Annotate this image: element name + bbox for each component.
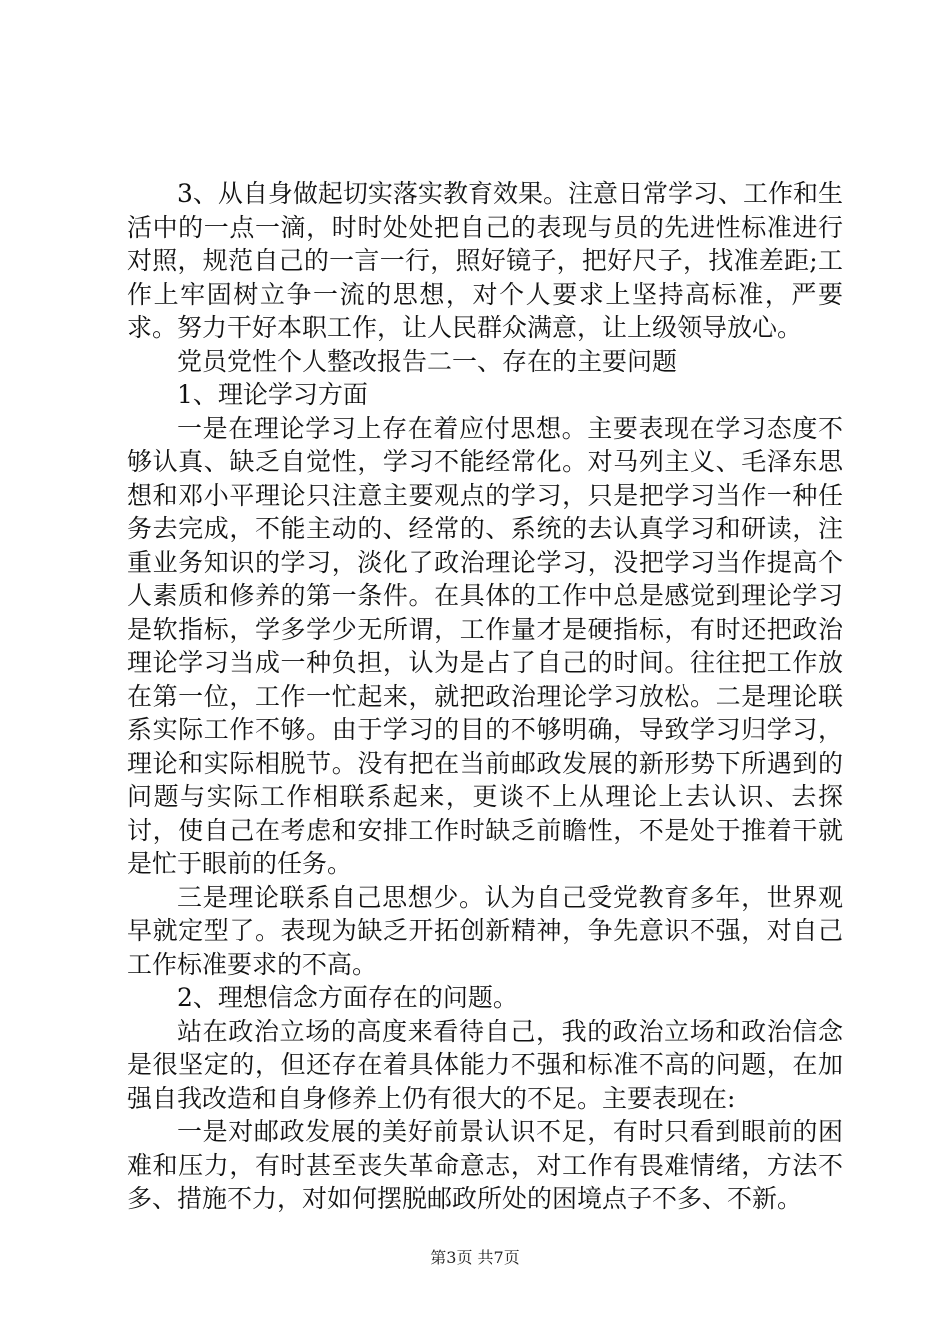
document-body [127,177,843,1216]
paragraph-postal-outlook: 一是对邮政发展的美好前景认识不足，有时只看到眼前的困难和压力，有时甚至丧失革命意志，对工作有畏难情绪，方法不多、措施不力，对如何摆脱邮政所处的困境点子不多、不新。 [127,1117,843,1213]
paragraph-theory-issues: 一是在理论学习上存在着应付思想。主要表现在学习态度不够认真、缺乏自觉性，学习不能经常化。对马列主义、毛泽东思想和邓小平理论只注意主要观点的学习，只是把学习当作一种任务去完成，不能主动的、经常的、系统的去认真学习和研读，注重业务知识的学习，淡化了政治理论学习，没把学习当作提高个人素质和修养的第一条件。在具体的工作中总是感觉到理论学习是软指标，学多学少无所谓，工作量才是硬指标，有时还把政治理论学习当成一种负担，认为是占了自己的时间。往往把工作放在第一位，工作一忙起来，就把政治理论学习放松。二是理论联系实际工作不够。由于学习的目的不够明确，导致学习归学习，理论和实际相脱节。没有把在当前邮政发展的新形势下所遇到的问题与实际工作相联系起来，更谈不上从理论上去认识、去探讨，使自己在考虑和安排工作时缺乏前瞻性，不是处于推着干就是忙于眼前的任务。 [127,413,843,878]
paragraph-section-ideals: 2、理想信念方面存在的问题。 [177,983,518,1012]
paragraph-self-improvement: 3、从自身做起切实落实教育效果。注意日常学习、工作和生活中的一点一滴，时时处处把自己的表现与员的先进性标准进行对照，规范自己的一言一行，照好镜子，把好尺子，找准差距;工作上牢固树立争一流的思想，对个人要求上坚持高标准，严要求。努力干好本职工作，让人民群众满意，让上级领导放心。 [127,179,843,342]
page-number: 第3页 共7页 [430,1248,520,1267]
paragraph-political-stance: 站在政治立场的高度来看待自己，我的政治立场和政治信念是很坚定的，但还存在着具体能力不强和标准不高的问题，在加强自我改造和自身修养上仍有很大的不足。主要表现在: [127,1016,843,1113]
paragraph-theory-thinking: 三是理论联系自己思想少。认为自己受党教育多年，世界观早就定型了。表现为缺乏开拓创新精神，争先意识不强，对自己工作标准要求的不高。 [127,882,843,979]
paragraph-report-title: 党员党性个人整改报告二一、存在的主要问题 [177,346,678,376]
paragraph-section-theory: 1、理论学习方面 [177,380,368,409]
